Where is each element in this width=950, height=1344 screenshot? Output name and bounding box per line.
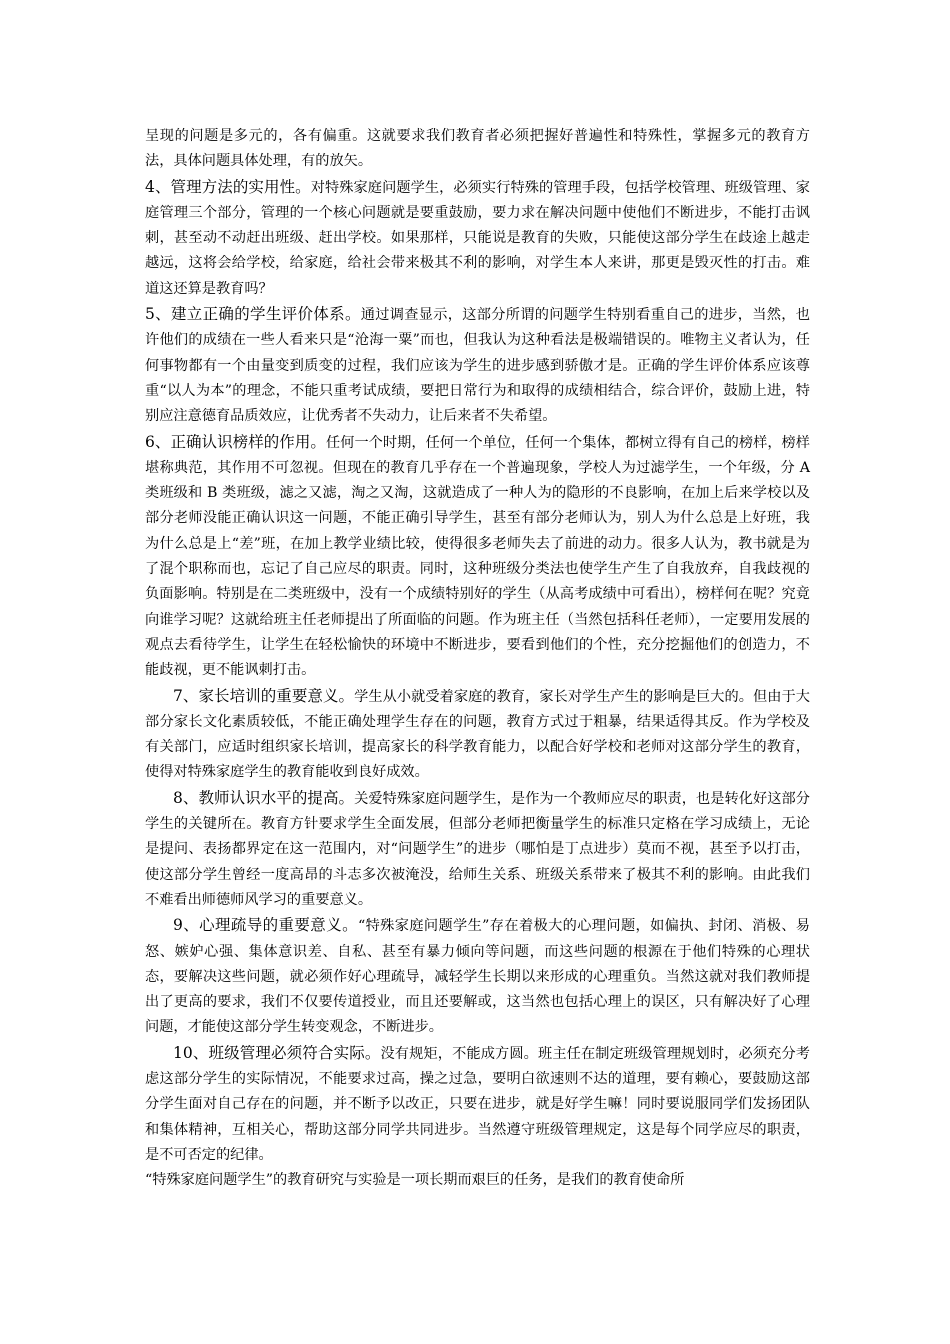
paragraph-heading: 9、心理疏导的重要意义。 — [173, 916, 358, 935]
document-page — [145, 124, 810, 1193]
paragraph-5 — [145, 302, 810, 429]
paragraph-6 — [145, 430, 810, 684]
paragraph-4 — [145, 175, 810, 302]
paragraph-9 — [145, 913, 810, 1040]
paragraph-8 — [145, 786, 810, 913]
paragraph-body: 通过调查显示，这部分所谓的问题学生特别看重自己的进步，当然，也许他们的成绩在一些人看来只是“沧海一粟”而也，但我认为这种看法是极端错误的。唯物主义者认为，任何事物都有一个由量变到质变的过程，我们应该为学生的进步感到骄傲才是。正确的学生评价体系应该尊重“以人为本”的理念，不能只重考试成绩，要把日常行为和取得的成绩相结合，综合评价，鼓励上进，特别应注意德育品质效应，让优秀者不失动力，让后来者不失希望。 — [145, 307, 810, 425]
paragraph-body: 呈现的问题是多元的，各有偏重。这就要求我们教育者必须把握好普遍性和特殊性，掌握多元的教育方法，具体问题具体处理，有的放矢。 — [145, 128, 810, 170]
paragraph-body: “特殊家庭问题学生”的教育研究与实验是一项长期而艰巨的任务，是我们的教育使命所 — [145, 1172, 685, 1189]
paragraph-body: 对特殊家庭问题学生，必须实行特殊的管理手段，包括学校管理、班级管理、家庭管理三个部分，管理的一个核心问题就是要重鼓励，要力求在解决问题中使他们不断进步，不能打击讽刺，甚至动不动赶出班级、赶出学校。如果那样，只能说是教育的失败，只能使这部分学生在歧途上越走越远，这将会给学校，给家庭，给社会带来极其不利的影响，对学生本人来讲，那更是毁灭性的打击。难道这还算是教育吗？ — [145, 179, 810, 297]
paragraph-heading: 4、管理方法的实用性。 — [145, 177, 311, 196]
paragraph-body: 学生从小就受着家庭的教育，家长对学生产生的影响是巨大的。但由于大部分家长文化素质较低，不能正确处理学生存在的问题，教育方式过于粗暴，结果适得其反。作为学校及有关部门，应适时组织家长培训，提高家长的科学教育能力，以配合好学校和老师对这部分学生的教育，使得对特殊家庭学生的教育能收到良好成效。 — [145, 688, 810, 781]
paragraph-heading: 7、家长培训的重要意义。 — [173, 686, 355, 705]
paragraph-heading: 8、教师认识水平的提高。 — [173, 788, 355, 807]
paragraph-body: “特殊家庭问题学生”存在着极大的心理问题，如偏执、封闭、消极、易怒、嫉妒心强、集体意识差、自私、甚至有暴力倾向等问题，而这些问题的根源在于他们特殊的心理状态，要解决这些问题，就必须作好心理疏导，减轻学生长期以来形成的心理重负。当然这就对我们教师提出了更高的要求，我们不仅要传道授业，而且还要解或，这当然也包括心理上的误区，只有解决好了心理问题，才能使这部分学生转变观念，不断进步。 — [145, 918, 810, 1036]
paragraph-heading: 6、正确认识榜样的作用。 — [145, 432, 326, 451]
paragraph-7 — [145, 684, 810, 786]
paragraph-body: 没有规矩，不能成方圆。班主任在制定班级管理规划时，必须充分考虑这部分学生的实际情况，不能要求过高，操之过急，要明白欲速则不达的道理，要有赖心，要鼓励这部分学生面对自己存在的问题，并不断予以改正，只要在进步，就是好学生嘛！同时要说服同学们发扬团队和集体精神，互相关心，帮助这部分同学共同进步。当然遵守班级管理规定，这是每个同学应尽的职责，是不可否定的纪律。 — [145, 1045, 810, 1163]
paragraph-intro — [145, 124, 810, 175]
paragraph-10 — [145, 1041, 810, 1168]
paragraph-body: 关爱特殊家庭问题学生，是作为一个教师应尽的职责，也是转化好这部分学生的关键所在。教育方针要求学生全面发展，但部分老师把衡量学生的标准只定格在学习成绩上，无论是提问、表扬都界定在这一范围内，对“问题学生”的进步（哪怕是丁点进步）莫而不视，甚至予以打击，使这部分学生曾经一度高昂的斗志多次被淹没，给师生关系、班级关系带来了极其不利的影响。由此我们不难看出师德师风学习的重要意义。 — [145, 790, 810, 908]
paragraph-heading: 5、建立正确的学生评价体系。 — [145, 305, 361, 324]
paragraph-heading: 10、班级管理必须符合实际。 — [173, 1043, 381, 1062]
paragraph-conclusion — [145, 1168, 810, 1193]
paragraph-body: 任何一个时期，任何一个单位，任何一个集体，都树立得有自己的榜样，榜样堪称典范，其作用不可忽视。但现在的教育几乎存在一个普遍现象，学校人为过滤学生，一个年级，分 A 类班级和 B 类班级，滤之又滤，淘之又淘，这就造成了一种人为的隐形的不良影响，在加上后来学校以及部分老师没能正确认识这一问题，不能正确引导学生，甚至有部分老师认为，别人为什么总是上好班，我为什么总是上“差”班，在加上教学业绩比较，使得很多老师失去了前进的动力。很多人认为，教书就是为了混个职称而也，忘记了自己应尽的职责。同时，这种班级分类法也使学生产生了自我放弃，自我歧视的负面影响。特别是在二类班级中，没有一个成绩特别好的学生（从高考成绩中可看出），榜样何在呢？究竟向谁学习呢？这就给班主任老师提出了所面临的问题。作为班主任（当然包括科任老师），一定要用发展的观点去看待学生，让学生在轻松愉快的环境中不断进步，要看到他们的个性，充分挖掘他们的创造力，不能歧视，更不能讽刺打击。 — [145, 434, 810, 679]
